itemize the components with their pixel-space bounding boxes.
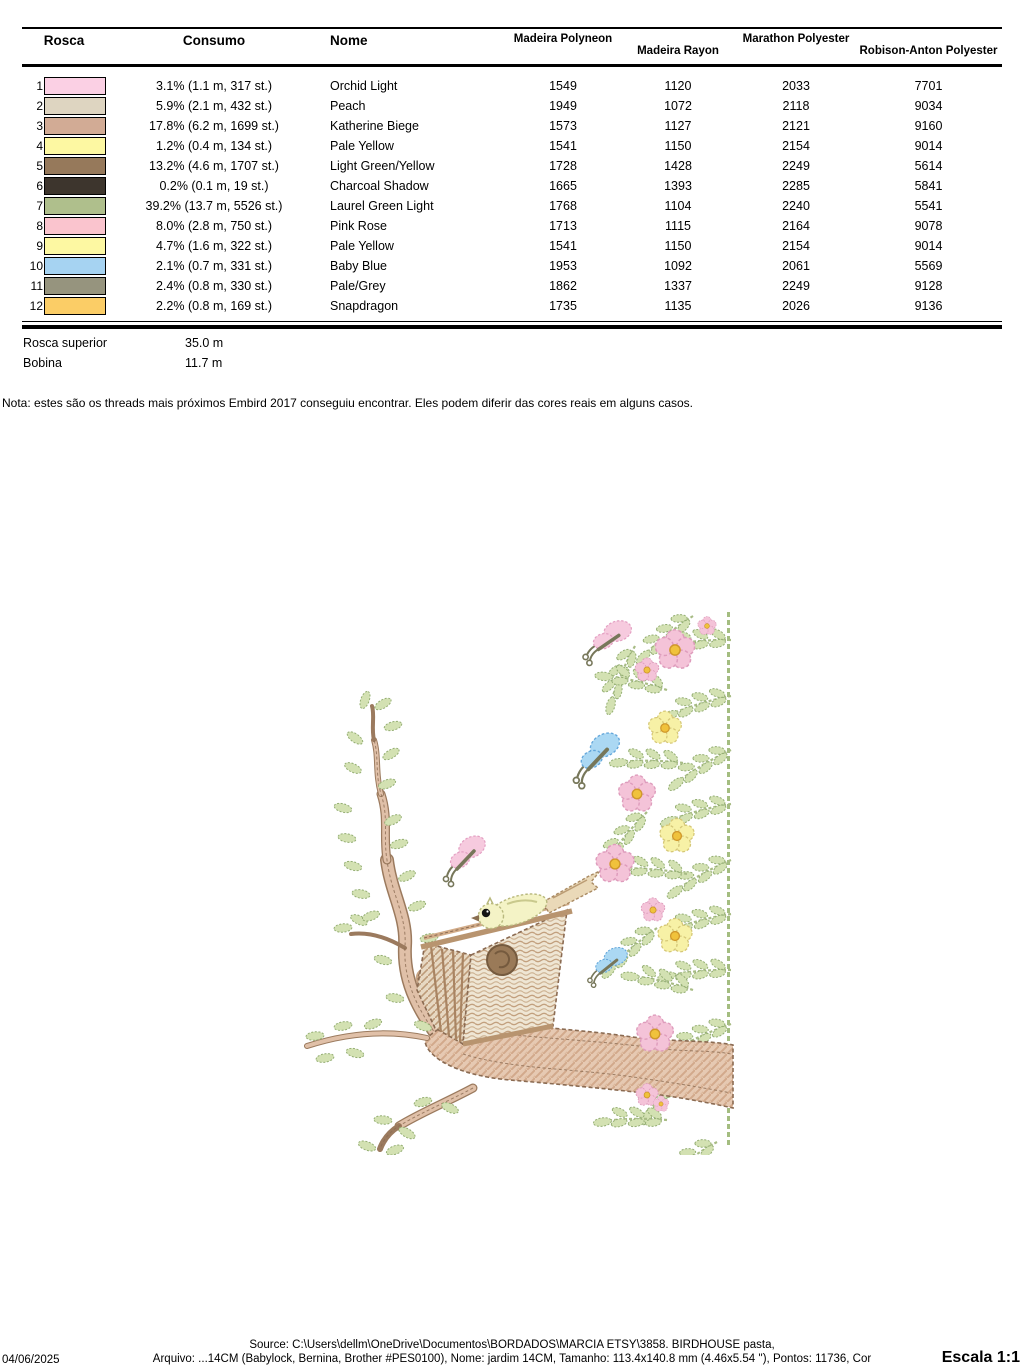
- robison-anton-code: 5841: [914, 179, 943, 193]
- marathon-polyester-code: 2026: [782, 299, 810, 313]
- upper-thread-value: 35.0 m: [185, 336, 224, 350]
- madeira-polyneon-code: 1713: [549, 219, 577, 233]
- madeira-rayon-code: 1120: [664, 79, 692, 93]
- thread-consumption: 39.2% (13.7 m, 5526 st.): [145, 199, 283, 213]
- thread-color-swatch: [44, 257, 106, 275]
- marathon-polyester-code: 2249: [782, 279, 810, 293]
- robison-anton-code: 9136: [914, 299, 943, 313]
- bobbin-label: Bobina: [23, 356, 62, 370]
- thread-number: 1: [36, 79, 43, 93]
- thread-consumption: 1.2% (0.4 m, 134 st.): [155, 139, 273, 153]
- bird-beak: [471, 915, 479, 922]
- thread-name: Pale Yellow: [330, 139, 394, 153]
- robison-anton-code: 5541: [914, 199, 943, 213]
- robison-anton-code: 9078: [914, 219, 943, 233]
- note-text: Nota: estes são os threads mais próximos Embird 2017 conseguiu encontrar. Eles podem diferir das cores reais em alguns casos.: [2, 396, 694, 410]
- thread-name: Charcoal Shadow: [330, 179, 429, 193]
- thread-number: 2: [36, 99, 43, 113]
- madeira-polyneon-code: 1735: [549, 299, 577, 313]
- table-row: [22, 256, 1002, 276]
- madeira-polyneon-code: 1862: [549, 279, 577, 293]
- marathon-polyester-code: 2061: [782, 259, 810, 273]
- thread-name: Light Green/Yellow: [330, 159, 435, 173]
- upper-thread-label: Rosca superior: [23, 336, 108, 350]
- thread-consumption: 2.4% (0.8 m, 330 st.): [155, 279, 273, 293]
- scale-label: Escala 1:1: [941, 1349, 1020, 1366]
- thread-consumption: 3.1% (1.1 m, 317 st.): [155, 79, 273, 93]
- thread-number: 9: [36, 239, 43, 253]
- embroidery-design-preview: [295, 598, 741, 1155]
- madeira-rayon-code: 1104: [664, 199, 692, 213]
- thread-number: 3: [36, 119, 43, 133]
- thread-name: Katherine Biege: [330, 119, 419, 133]
- thread-number: 11: [30, 279, 43, 293]
- header-madeira-polyneon: Madeira Polyneon: [513, 33, 613, 45]
- madeira-polyneon-code: 1949: [549, 99, 577, 113]
- thread-color-swatch: [44, 97, 106, 115]
- thread-consumption: 2.2% (0.8 m, 169 st.): [155, 299, 273, 313]
- thread-name: Laurel Green Light: [330, 199, 434, 213]
- madeira-polyneon-code: 1541: [549, 139, 577, 153]
- birdhouse-hole: [487, 945, 517, 975]
- thread-name: Pink Rose: [330, 219, 387, 233]
- marathon-polyester-code: 2285: [782, 179, 810, 193]
- thread-name: Pale Yellow: [330, 239, 394, 253]
- madeira-rayon-code: 1337: [664, 279, 692, 293]
- bird-eye: [482, 909, 490, 917]
- footer-source-line: Source: C:\Users\dellm\OneDrive\Documentos\BORDADOS\MARCIA ETSY\3858. BIRDHOUSE pasta,: [249, 1339, 775, 1351]
- thread-color-swatch: [44, 297, 106, 315]
- robison-anton-code: 9128: [914, 279, 943, 293]
- marathon-polyester-code: 2249: [782, 159, 810, 173]
- thread-color-swatch: [44, 157, 106, 175]
- thread-totals: [23, 333, 223, 373]
- thread-number: 8: [36, 219, 43, 233]
- madeira-rayon-code: 1072: [664, 99, 692, 113]
- thread-number: 6: [36, 179, 43, 193]
- madeira-polyneon-code: 1573: [549, 119, 577, 133]
- table-row: [22, 196, 1002, 216]
- thread-color-swatch: [44, 77, 106, 95]
- thread-color-swatch: [44, 117, 106, 135]
- marathon-polyester-code: 2154: [782, 139, 810, 153]
- thread-consumption: 2.1% (0.7 m, 331 st.): [155, 259, 273, 273]
- header-consumo: Consumo: [182, 33, 246, 48]
- thread-consumption: 17.8% (6.2 m, 1699 st.): [149, 119, 279, 133]
- madeira-polyneon-code: 1953: [549, 259, 577, 273]
- bobbin-value: 11.7 m: [185, 356, 223, 370]
- table-row: [22, 156, 1002, 176]
- header-madeira-rayon: Madeira Rayon: [637, 45, 719, 57]
- thread-name: Orchid Light: [330, 79, 398, 93]
- robison-anton-code: 5569: [914, 259, 943, 273]
- thread-name: Baby Blue: [330, 259, 387, 273]
- table-row: [22, 276, 1002, 296]
- header-nome: Nome: [330, 33, 368, 48]
- thread-consumption: 13.2% (4.6 m, 1707 st.): [149, 159, 279, 173]
- thread-color-swatch: [44, 237, 106, 255]
- robison-anton-code: 9014: [914, 139, 943, 153]
- footer-file-info: [0, 1338, 1024, 1366]
- thread-number: 4: [36, 139, 43, 153]
- robison-anton-code: 5614: [914, 159, 943, 173]
- thread-color-swatch: [44, 177, 106, 195]
- bobbin-row: [23, 353, 223, 373]
- madeira-polyneon-code: 1768: [549, 199, 577, 213]
- bird-head: [479, 904, 504, 929]
- table-row: [22, 176, 1002, 196]
- upper-thread-row: [23, 333, 223, 353]
- thread-number: 5: [36, 159, 43, 173]
- table-row: [22, 236, 1002, 256]
- bird: [471, 871, 600, 932]
- footer-date: 04/06/2025: [2, 1354, 60, 1366]
- header-rosca: Rosca: [43, 33, 85, 48]
- madeira-rayon-code: 1135: [664, 299, 692, 313]
- thread-name: Peach: [330, 99, 366, 113]
- thread-name: Snapdragon: [330, 299, 399, 313]
- marathon-polyester-code: 2240: [782, 199, 810, 213]
- madeira-polyneon-code: 1549: [549, 79, 577, 93]
- thread-number: 7: [36, 199, 43, 213]
- thread-consumption: 8.0% (2.8 m, 750 st.): [155, 219, 273, 233]
- madeira-rayon-code: 1092: [664, 259, 692, 273]
- butterfly-pink-middle: [443, 832, 489, 887]
- table-row: [22, 76, 1002, 96]
- madeira-rayon-code: 1115: [665, 219, 691, 233]
- robison-anton-code: 7701: [914, 79, 943, 93]
- madeira-rayon-code: 1428: [664, 159, 692, 173]
- table-row: [22, 116, 1002, 136]
- header-marathon-polyester: Marathon Polyester: [742, 33, 850, 45]
- table-row: [22, 296, 1002, 316]
- thread-color-swatch: [44, 197, 106, 215]
- thread-table-rows: [22, 67, 1002, 321]
- madeira-polyneon-code: 1728: [549, 159, 577, 173]
- marathon-polyester-code: 2121: [782, 119, 810, 133]
- madeira-rayon-code: 1150: [664, 239, 692, 253]
- madeira-polyneon-code: 1665: [549, 179, 577, 193]
- marathon-polyester-code: 2154: [782, 239, 810, 253]
- thread-color-swatch: [44, 277, 106, 295]
- thread-consumption: 0.2% (0.1 m, 19 st.): [159, 179, 269, 193]
- madeira-polyneon-code: 1541: [549, 239, 577, 253]
- thread-table: [22, 27, 1002, 329]
- madeira-rayon-code: 1393: [664, 179, 692, 193]
- marathon-polyester-code: 2118: [782, 99, 810, 113]
- table-row: [22, 96, 1002, 116]
- thread-table-header: [22, 27, 1002, 67]
- marathon-polyester-code: 2164: [782, 219, 810, 233]
- madeira-rayon-code: 1150: [664, 139, 692, 153]
- marathon-polyester-code: 2033: [782, 79, 810, 93]
- thread-number: 10: [29, 259, 43, 273]
- bird-tail: [543, 871, 600, 913]
- thread-color-swatch: [44, 137, 106, 155]
- thread-number: 12: [29, 299, 43, 313]
- butterfly-blue-lower: [587, 940, 632, 992]
- thread-name: Pale/Grey: [330, 279, 386, 293]
- table-row: [22, 136, 1002, 156]
- robison-anton-code: 9034: [914, 99, 943, 113]
- table-bottom-rule: [22, 321, 1002, 329]
- thread-consumption: 4.7% (1.6 m, 322 st.): [155, 239, 273, 253]
- robison-anton-code: 9014: [914, 239, 943, 253]
- table-row: [22, 216, 1002, 236]
- header-robison-anton: Robison-Anton Polyester: [859, 45, 998, 57]
- madeira-rayon-code: 1127: [664, 119, 692, 133]
- robison-anton-code: 9160: [914, 119, 943, 133]
- footer-file-line: Arquivo: ...14CM (Babylock, Bernina, Brother #PES0100), Nome: jardim 14CM, Tamanho: 113.4x140.8 mm (4.46x5.54 ''), Pontos: 11736, Cor: [152, 1353, 872, 1365]
- bird-crest: [487, 898, 493, 904]
- thread-consumption: 5.9% (2.1 m, 432 st.): [155, 99, 273, 113]
- thread-color-swatch: [44, 217, 106, 235]
